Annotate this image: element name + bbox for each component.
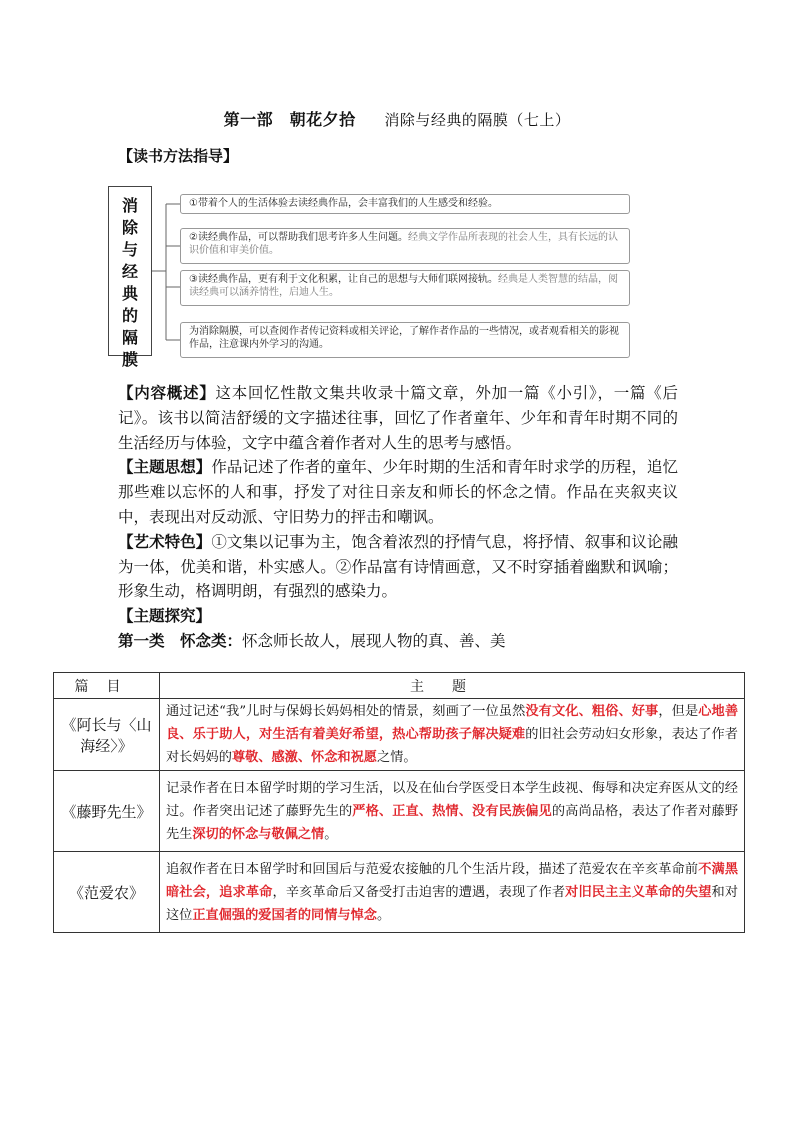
theme-text: ，但是 [658, 704, 699, 719]
map-item-2: ②读经典作品，可以帮助我们思考许多人生问题。经典文学作品所表现的社会人生，具有长远的认识价值和审美价值。 [180, 228, 630, 264]
highlight-text: 尊敬、感激、怀念和祝愿 [231, 750, 377, 765]
summary-paragraph: 【内容概述】这本回忆性散文集共收录十篇文章，外加一篇《小引》，一篇《后记》。该书以简洁舒缓的文字描述往事，回忆了作者童年、少年和青年时期不同的生活经历与体验，文字中蕴含着作者对人生的思考与感悟。 [118, 383, 678, 452]
row-theme [160, 852, 745, 933]
map-item-4: 为消除隔膜，可以查阅作者传记资料或相关评论，了解作者作品的一些情况，或者观看相关的影视作品，注意课内外学习的沟通。 [180, 322, 630, 358]
map-item-3: ③读经典作品，更有利于文化积累，让自己的思想与大师们联网接轨。经典是人类智慧的结晶，阅读经典可以涵养情性，启迪人生。 [180, 270, 630, 306]
row-title: 《藤野先生》 [54, 771, 160, 852]
table-row [54, 852, 745, 933]
title-main: 第一部 朝花夕拾 [223, 110, 356, 129]
art-paragraph: 【艺术特色】①文集以记事为主，饱含着浓烈的抒情气息，将抒情、叙事和议论融为一体，优美和谐，朴实感人。②作品富有诗情画意，又不时穿插着幽默和讽喻；形象生动，格调明朗，有强烈的感染力。 [118, 531, 678, 601]
row-theme [160, 771, 745, 852]
method-heading: 【读书方法指导】 [118, 147, 239, 165]
page-title [0, 107, 794, 130]
explore-heading: 【主题探究】 [118, 606, 212, 626]
table-row [54, 771, 745, 852]
table-header-row [54, 673, 745, 699]
theme-text: 追叙作者在日本留学时和回国后与范爱农接触的几个生活片段，描述了范爱农在辛亥革命前 [166, 861, 699, 877]
map-center-box [108, 186, 152, 369]
highlight-text: 不满黑暗社会，追求革命 [166, 861, 739, 900]
theme-table [53, 672, 745, 933]
theme-text: 之情。 [377, 750, 417, 765]
category-line: 第一类 怀念类：怀念师长故人，展现人物的真、善、美 [118, 630, 506, 650]
highlight-text: 没有文化、粗俗、好事 [525, 704, 659, 719]
theme-text: ，辛亥革命后又备受打击迫害的遭遇，表现了作者 [272, 884, 566, 900]
highlight-text: 严格、正直、热情、没有民族偏见 [352, 803, 552, 819]
map-item-1: ①带着个人的生活体验去读经典作品，会丰富我们的人生感受和经验。 [180, 194, 630, 214]
col-header-title: 篇目 [54, 673, 160, 699]
map-center-label: 消 除 与 经 典 的 隔 膜 [121, 196, 138, 369]
theme-text: 的高尚品格，表达了作者对藤野先生 [166, 803, 739, 842]
col-header-theme: 主题 [160, 673, 745, 699]
theme-paragraph: 【主题思想】作品记述了作者的童年、少年时期的生活和青年时求学的历程，追忆那些难以忘怀的人和事，抒发了对往日亲友和师长的怀念之情。作品在夹叙夹议中，表现出对反动派、守旧势力的抨击和嘲讽。 [118, 457, 678, 526]
highlight-text: 对旧民主主义革命的失望 [565, 884, 712, 900]
table-row [54, 699, 745, 771]
method-mind-map [108, 186, 638, 369]
content-body [118, 381, 678, 654]
theme-text: 记录作者在日本留学时期的学习生活，以及在仙台学医受日本学生歧视、侮辱和决定弃医从文的经过。作者突出记述了藤野先生的 [166, 780, 738, 819]
theme-text: 的旧社会劳动妇女形象，表达了作者对长妈妈的 [166, 727, 738, 765]
theme-text: 。 [377, 907, 391, 923]
row-theme [160, 699, 745, 771]
theme-text: 和对这位 [166, 884, 739, 923]
theme-text: 通过记述“我”儿时与保姆长妈妈相处的情景，刻画了一位虽然 [166, 704, 526, 719]
highlight-text: 深切的怀念与敬佩之情 [192, 826, 325, 842]
highlight-text: 正直倔强的爱国者的同情与悼念 [192, 907, 377, 923]
title-sub: 消除与经典的隔膜（七上） [384, 111, 571, 129]
theme-text: 。 [324, 826, 338, 842]
row-title: 《阿长与〈山海经〉》 [54, 699, 160, 771]
highlight-text: 心地善良、乐于助人，对生活有着美好希望，热心帮助孩子解决疑难 [166, 704, 739, 742]
row-title: 《范爱农》 [54, 852, 160, 933]
